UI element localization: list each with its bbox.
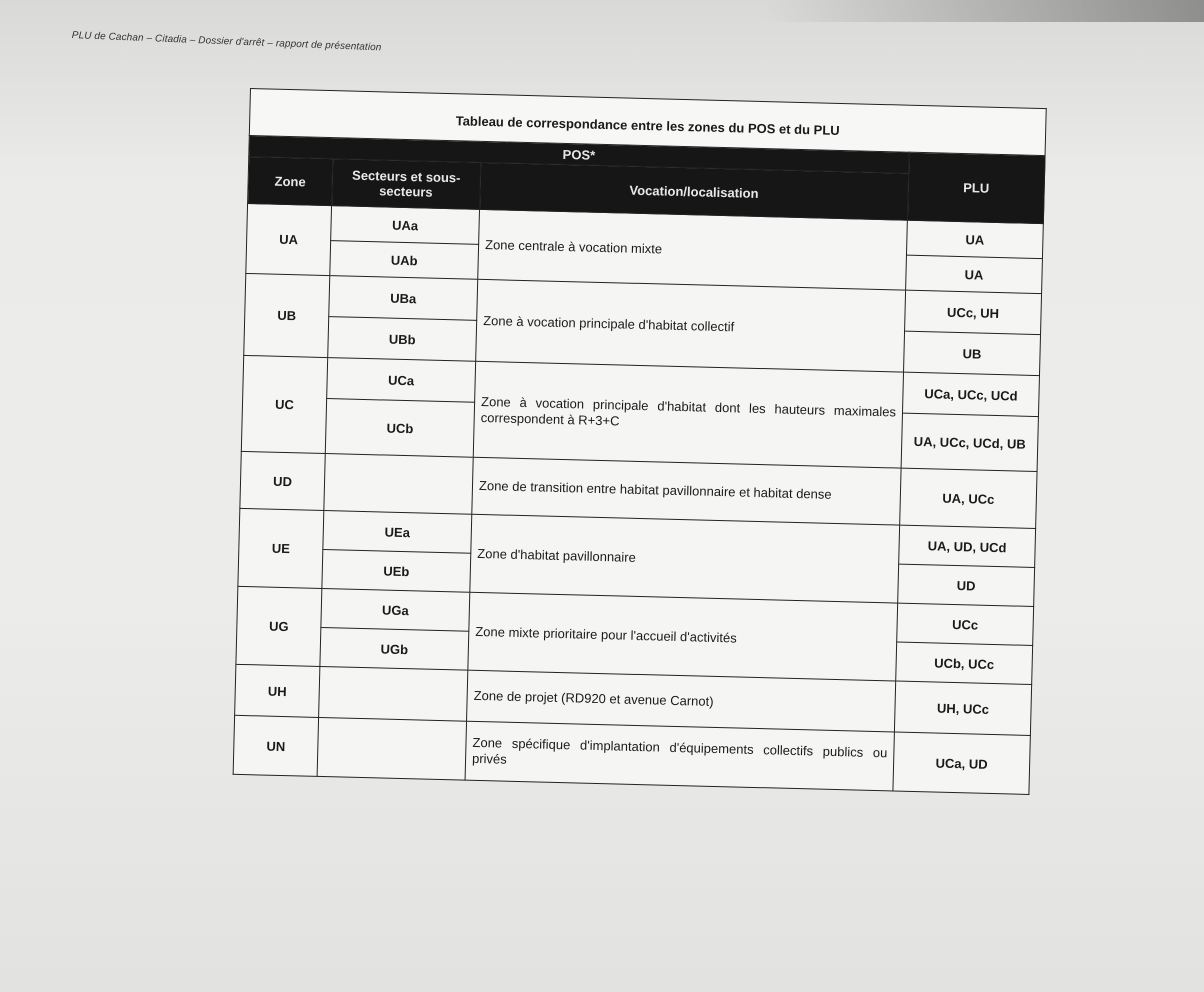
plu-cell: UCc <box>897 603 1034 645</box>
correspondence-table-wrap <box>233 88 1047 795</box>
vocation-cell: Zone de projet (RD920 et avenue Carnot) <box>467 670 896 732</box>
plu-cell: UD <box>898 564 1035 606</box>
zone-cell: UH <box>235 664 320 717</box>
sector-cell: UEa <box>323 511 472 554</box>
col-header-sectors: Secteurs et sous-secteurs <box>332 159 481 210</box>
plu-cell: UCa, UCc, UCd <box>902 372 1039 416</box>
zone-cell: UD <box>240 451 325 510</box>
sector-cell: UAb <box>330 241 479 280</box>
zone-cell: UA <box>246 203 332 275</box>
zone-cell: UC <box>241 355 327 453</box>
sector-cell: UAa <box>331 206 480 245</box>
col-header-plu: PLU <box>907 152 1045 223</box>
col-header-zone: Zone <box>248 156 333 205</box>
sector-cell: UBb <box>328 317 477 362</box>
vocation-cell: Zone à vocation principale d'habitat collectif <box>476 279 906 372</box>
plu-cell: UCb, UCc <box>896 642 1033 684</box>
plu-cell: UA, UCc, UCd, UB <box>901 413 1038 471</box>
sector-cell: UBa <box>329 276 478 321</box>
plu-cell: UCc, UH <box>905 290 1042 334</box>
zone-cell: UG <box>236 586 322 666</box>
sector-cell: UGb <box>320 627 469 670</box>
plu-cell: UA <box>906 255 1043 293</box>
vocation-cell: Zone mixte prioritaire pour l'accueil d'activités <box>468 592 898 681</box>
sector-cell: UGa <box>321 588 470 631</box>
zone-cell: UE <box>238 508 324 588</box>
sector-cell-empty <box>324 454 473 515</box>
plu-cell: UA, UCc <box>900 468 1037 528</box>
vocation-cell: Zone d'habitat pavillonnaire <box>470 514 900 603</box>
vocation-cell: Zone centrale à vocation mixte <box>478 209 908 290</box>
vocation-cell: Zone de transition entre habitat pavillonnaire et habitat dense <box>472 457 901 525</box>
correspondence-table <box>233 88 1047 795</box>
col-header-vocation: Vocation/localisation <box>480 162 909 220</box>
vocation-cell: Zone à vocation principale d'habitat dont les hauteurs maximales correspondent à R+3+C <box>473 361 903 468</box>
sector-cell: UCb <box>325 399 474 458</box>
plu-cell: UH, UCc <box>894 681 1031 735</box>
plu-cell: UA, UD, UCd <box>899 525 1036 567</box>
sector-cell: UEb <box>322 549 471 592</box>
plu-cell: UB <box>904 331 1041 375</box>
pos-header: POS* <box>249 135 909 173</box>
zone-cell: UB <box>244 273 330 357</box>
zone-cell: UN <box>233 715 318 776</box>
plu-cell: UA <box>906 220 1043 258</box>
sector-cell: UCa <box>327 358 476 403</box>
vocation-cell: Zone spécifique d'implantation d'équipements collectifs publics ou privés <box>465 721 894 791</box>
page-shadow <box>764 0 1204 22</box>
sector-cell-empty <box>317 717 466 780</box>
sector-cell-empty <box>319 666 468 721</box>
plu-cell: UCa, UD <box>893 732 1030 794</box>
document-running-header: PLU de Cachan – Citadia – Dossier d'arrêt – rapport de présentation <box>71 30 382 54</box>
table-title: Tableau de correspondance entre les zones du POS et du PLU <box>249 89 1046 156</box>
